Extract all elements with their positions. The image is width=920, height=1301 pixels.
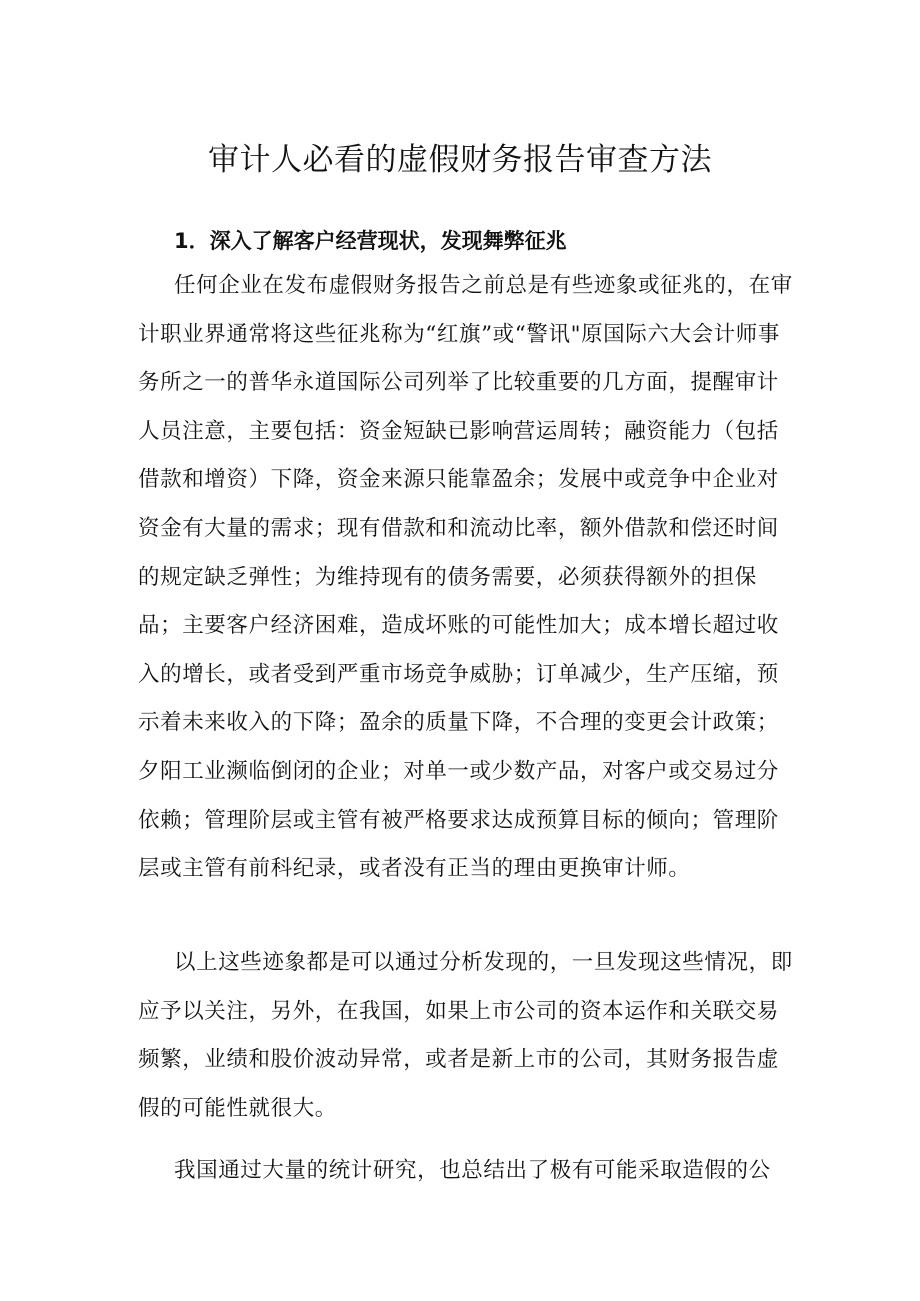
paragraph-analysis-note: 以上这些迹象都是可以通过分析发现的，一旦发现这些情况，即应予以关注，另外，在我国，如果上市公司的资本运作和关联交易频繁，业绩和股价波动异常，或者是新上市的公司，其财务报告虚假的可能性就很大。 [138, 950, 793, 1121]
document-title: 审计人必看的虚假财务报告审查方法 [208, 142, 712, 178]
section-heading: 1．深入了解客户经营现状，发现舞弊征兆 [174, 229, 567, 253]
paragraph-warning-signs: 任何企业在发布虚假财务报告之前总是有些迹象或征兆的，在审计职业界通常将这些征兆称为“红旗”或“警讯"原国际六大会计师事务所之一的普华永道国际公司列举了比较重要的几方面，提醒审计人员注意，主要包括：资金短缺已影响营运周转；融资能力（包括借款和增资）下降，资金来源只能靠盈余；发展中或竞争中企业对资金有大量的需求；现有借款和和流动比率，额外借款和偿还时间的规定缺乏弹性；为维持现有的债务需要，必须获得额外的担保品；主要客户经济困难，造成坏账的可能性加大；成本增长超过收入的增长，或者受到严重市场竞争威胁；订单减少，生产压缩，预示着未来收入的下降；盈余的质量下降，不合理的变更会计政策；夕阳工业濒临倒闭的企业；对单一或少数产品，对客户或交易过分依赖；管理阶层或主管有被严格要求达成预算目标的倾向；管理阶层或主管有前科纪录，或者没有正当的理由更换审计师。 [138, 273, 793, 882]
paragraph-statistical-research: 我国通过大量的统计研究，也总结出了极有可能采取造假的公 [174, 1158, 771, 1183]
